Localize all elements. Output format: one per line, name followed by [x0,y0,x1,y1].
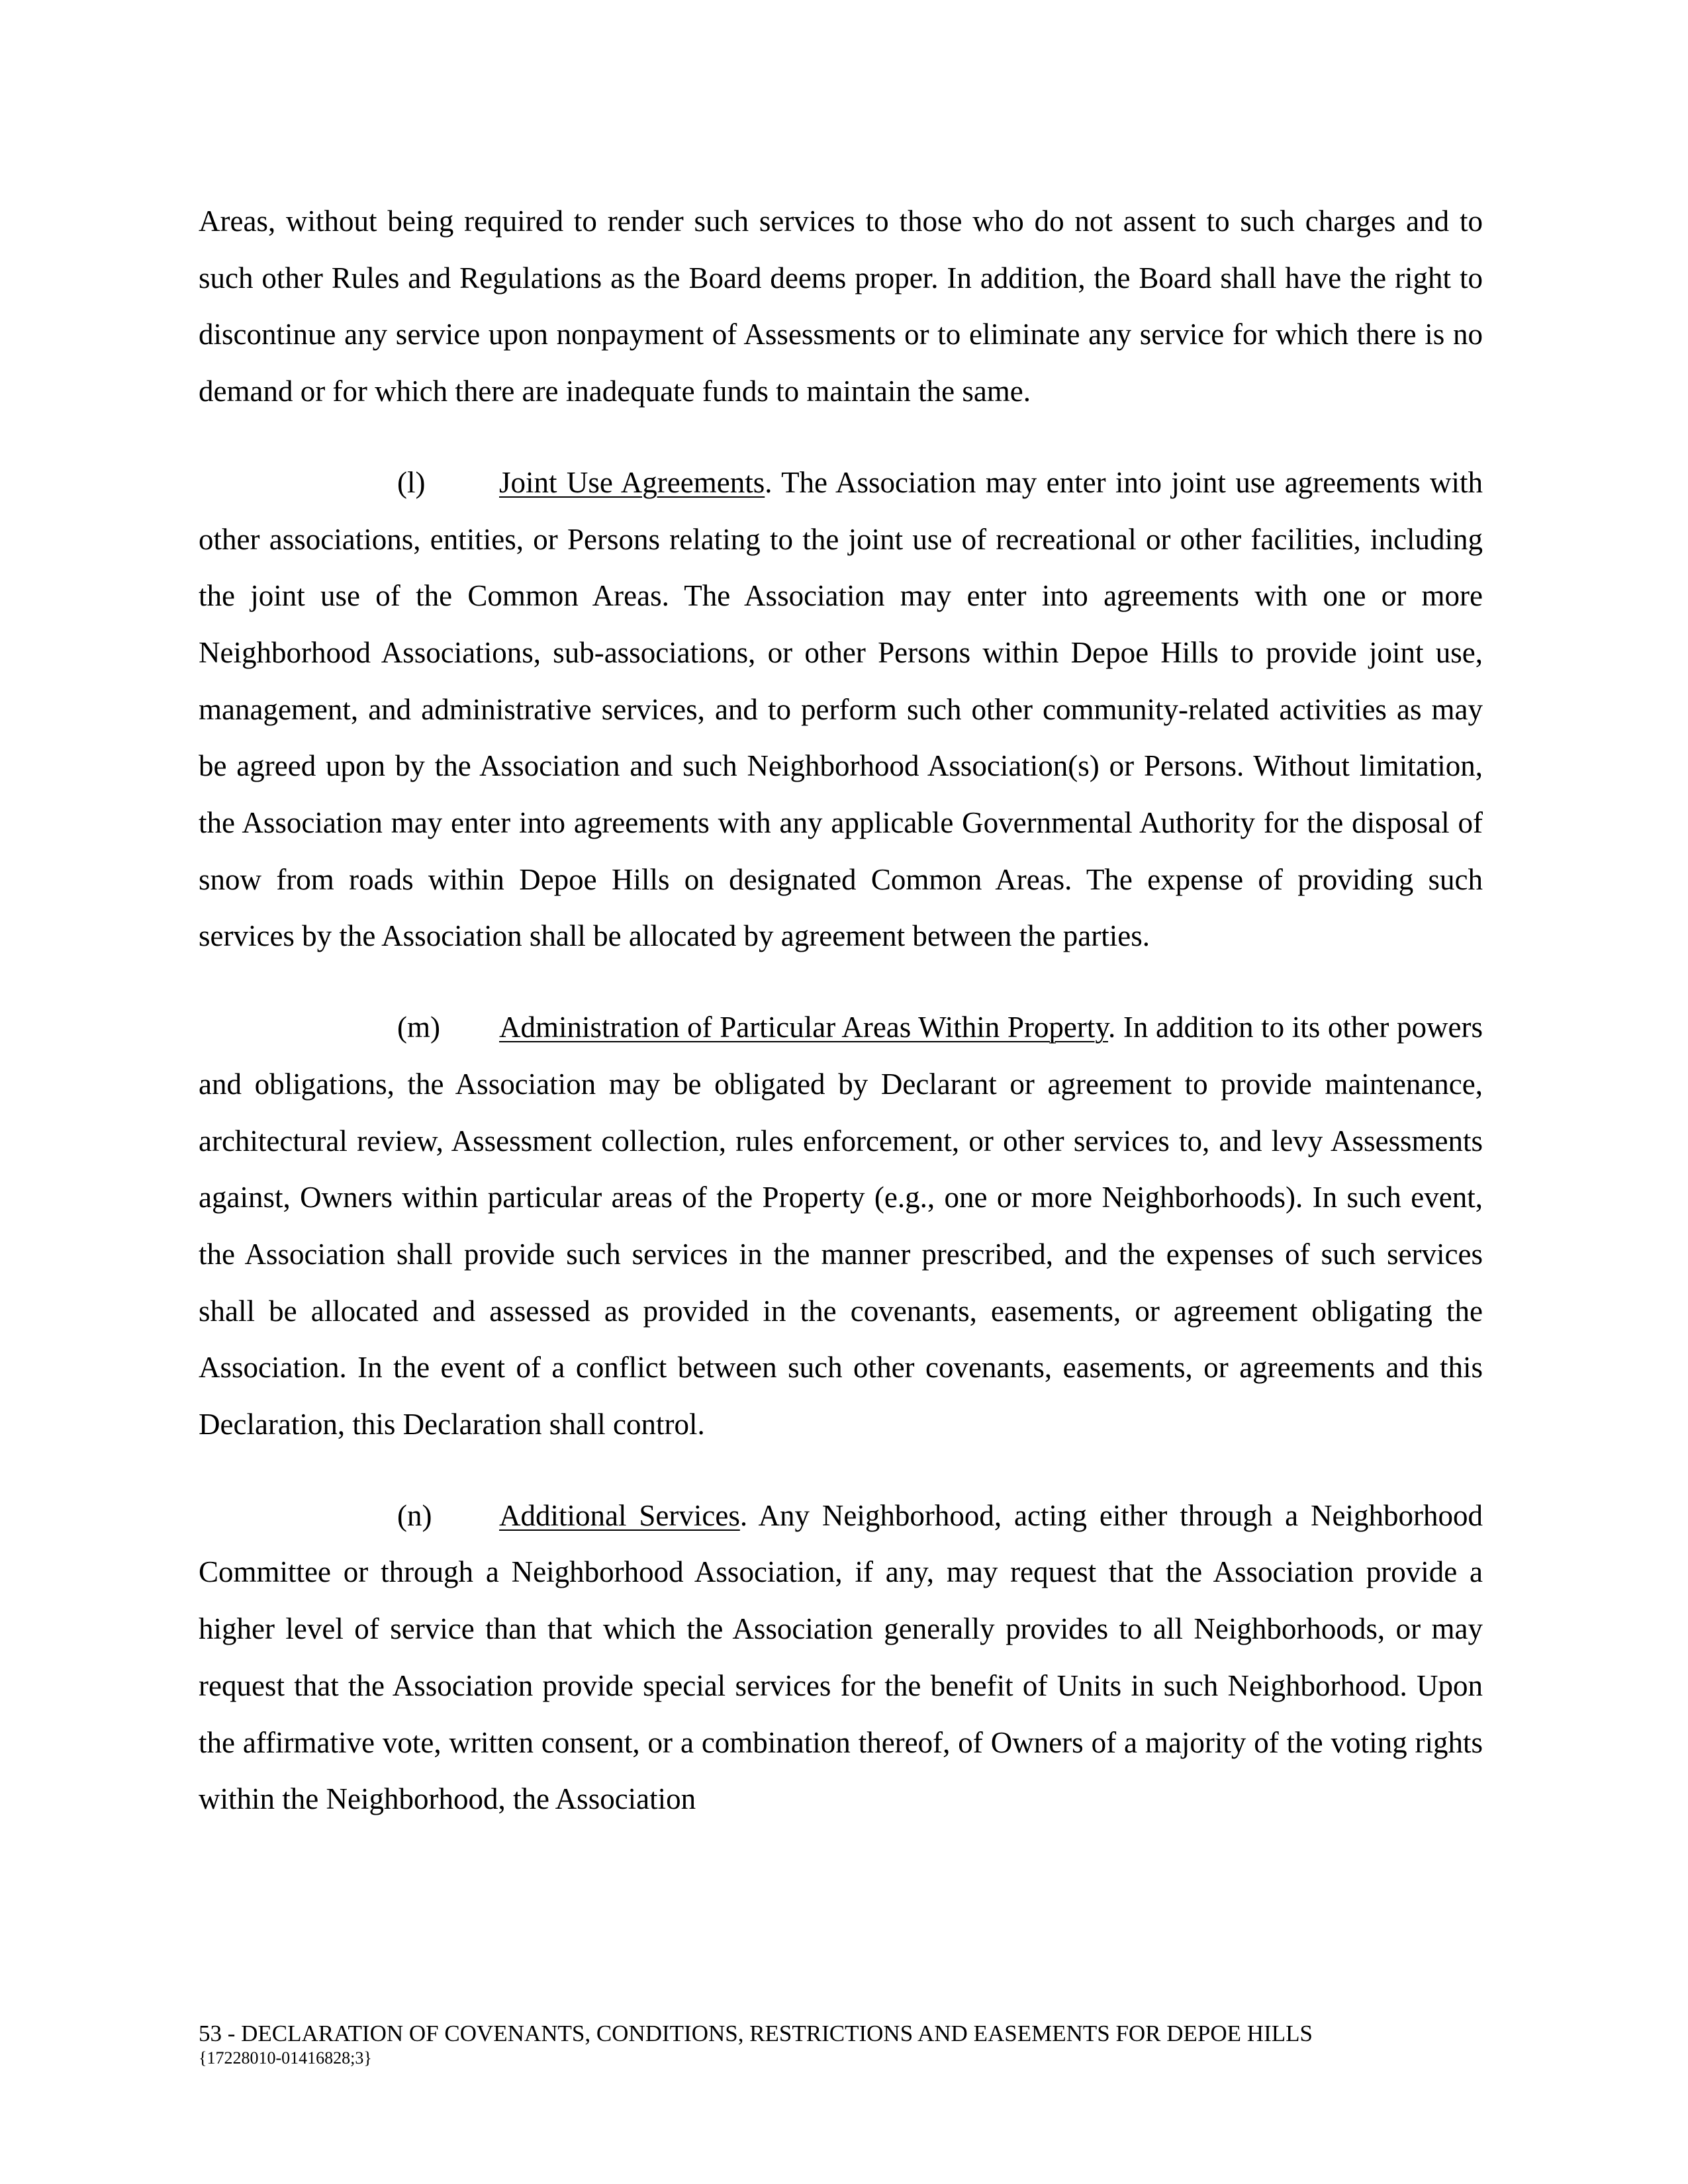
section-n-additional-services [199,1488,1483,1828]
section-l-joint-use-agreements [199,455,1483,965]
document-body [199,193,1483,1828]
section-l-text: . The Association may enter into joint use agreements with other associations, entities, or Persons relating to the joint use of recreational or other facilities, including the joint use of the Common Areas. The Association may enter into agreements with one or more Neighborhood Associations, sub-associations, or other Persons within Depoe Hills to provide joint use, management, and administrative services, and to perform such other community-related activities as may be agreed upon by the Association and such Neighborhood Association(s) or Persons. Without limitation, the Association may enter into agreements with any applicable Governmental Authority for the disposal of snow from roads within Depoe Hills on designated Common Areas. The expense of providing such services by the Association shall be allocated by agreement between the parties. [199,465,1483,953]
footer-document-code: {17228010-01416828;3} [199,2048,372,2068]
section-l-marker: (l) [397,465,426,499]
footer-title: 53 - DECLARATION OF COVENANTS, CONDITIONS, RESTRICTIONS AND EASEMENTS FOR DEPOE HILLS [199,2021,1313,2046]
section-m-marker: (m) [397,1011,440,1044]
page-footer [199,2020,1496,2069]
section-m-administration [199,999,1483,1453]
section-m-heading: Administration of Particular Areas Within Property [499,1011,1108,1044]
section-l-heading: Joint Use Agreements [499,465,765,499]
section-n-text: . Any Neighborhood, acting either through a Neighborhood Committee or through a Neighborhood Association, if any, may request that the Association provide a higher level of service than that which the Association generally provides to all Neighborhoods, or may request that the Association provide special services for the benefit of Units in such Neighborhood. Upon the affirmative vote, written consent, or a combination thereof, of Owners of a majority of the voting rights within the Neighborhood, the Association [199,1498,1483,1816]
section-n-marker: (n) [397,1498,432,1532]
paragraph-continuation-text: Areas, without being required to render such services to those who do not assent to such charges and to such other Rules and Regulations as the Board deems proper. In addition, the Board shall have the right to discontinue any service upon nonpayment of Assessments or to eliminate any service for which there is no demand or for which there are inadequate funds to maintain the same. [199,205,1483,408]
paragraph-continuation [199,193,1483,420]
section-n-heading: Additional Services [499,1498,740,1532]
section-m-text: . In addition to its other powers and obligations, the Association may be obligated by Declarant or agreement to provide maintenance, architectural review, Assessment collection, rules enforcement, or other services to, and levy Assessments against, Owners within particular areas of the Property (e.g., one or more Neighborhoods). In such event, the Association shall provide such services in the manner prescribed, and the expenses of such services shall be allocated and assessed as provided in the covenants, easements, or agreement obligating the Association. In the event of a conflict between such other covenants, easements, or agreements and this Declaration, this Declaration shall control. [199,1011,1483,1441]
